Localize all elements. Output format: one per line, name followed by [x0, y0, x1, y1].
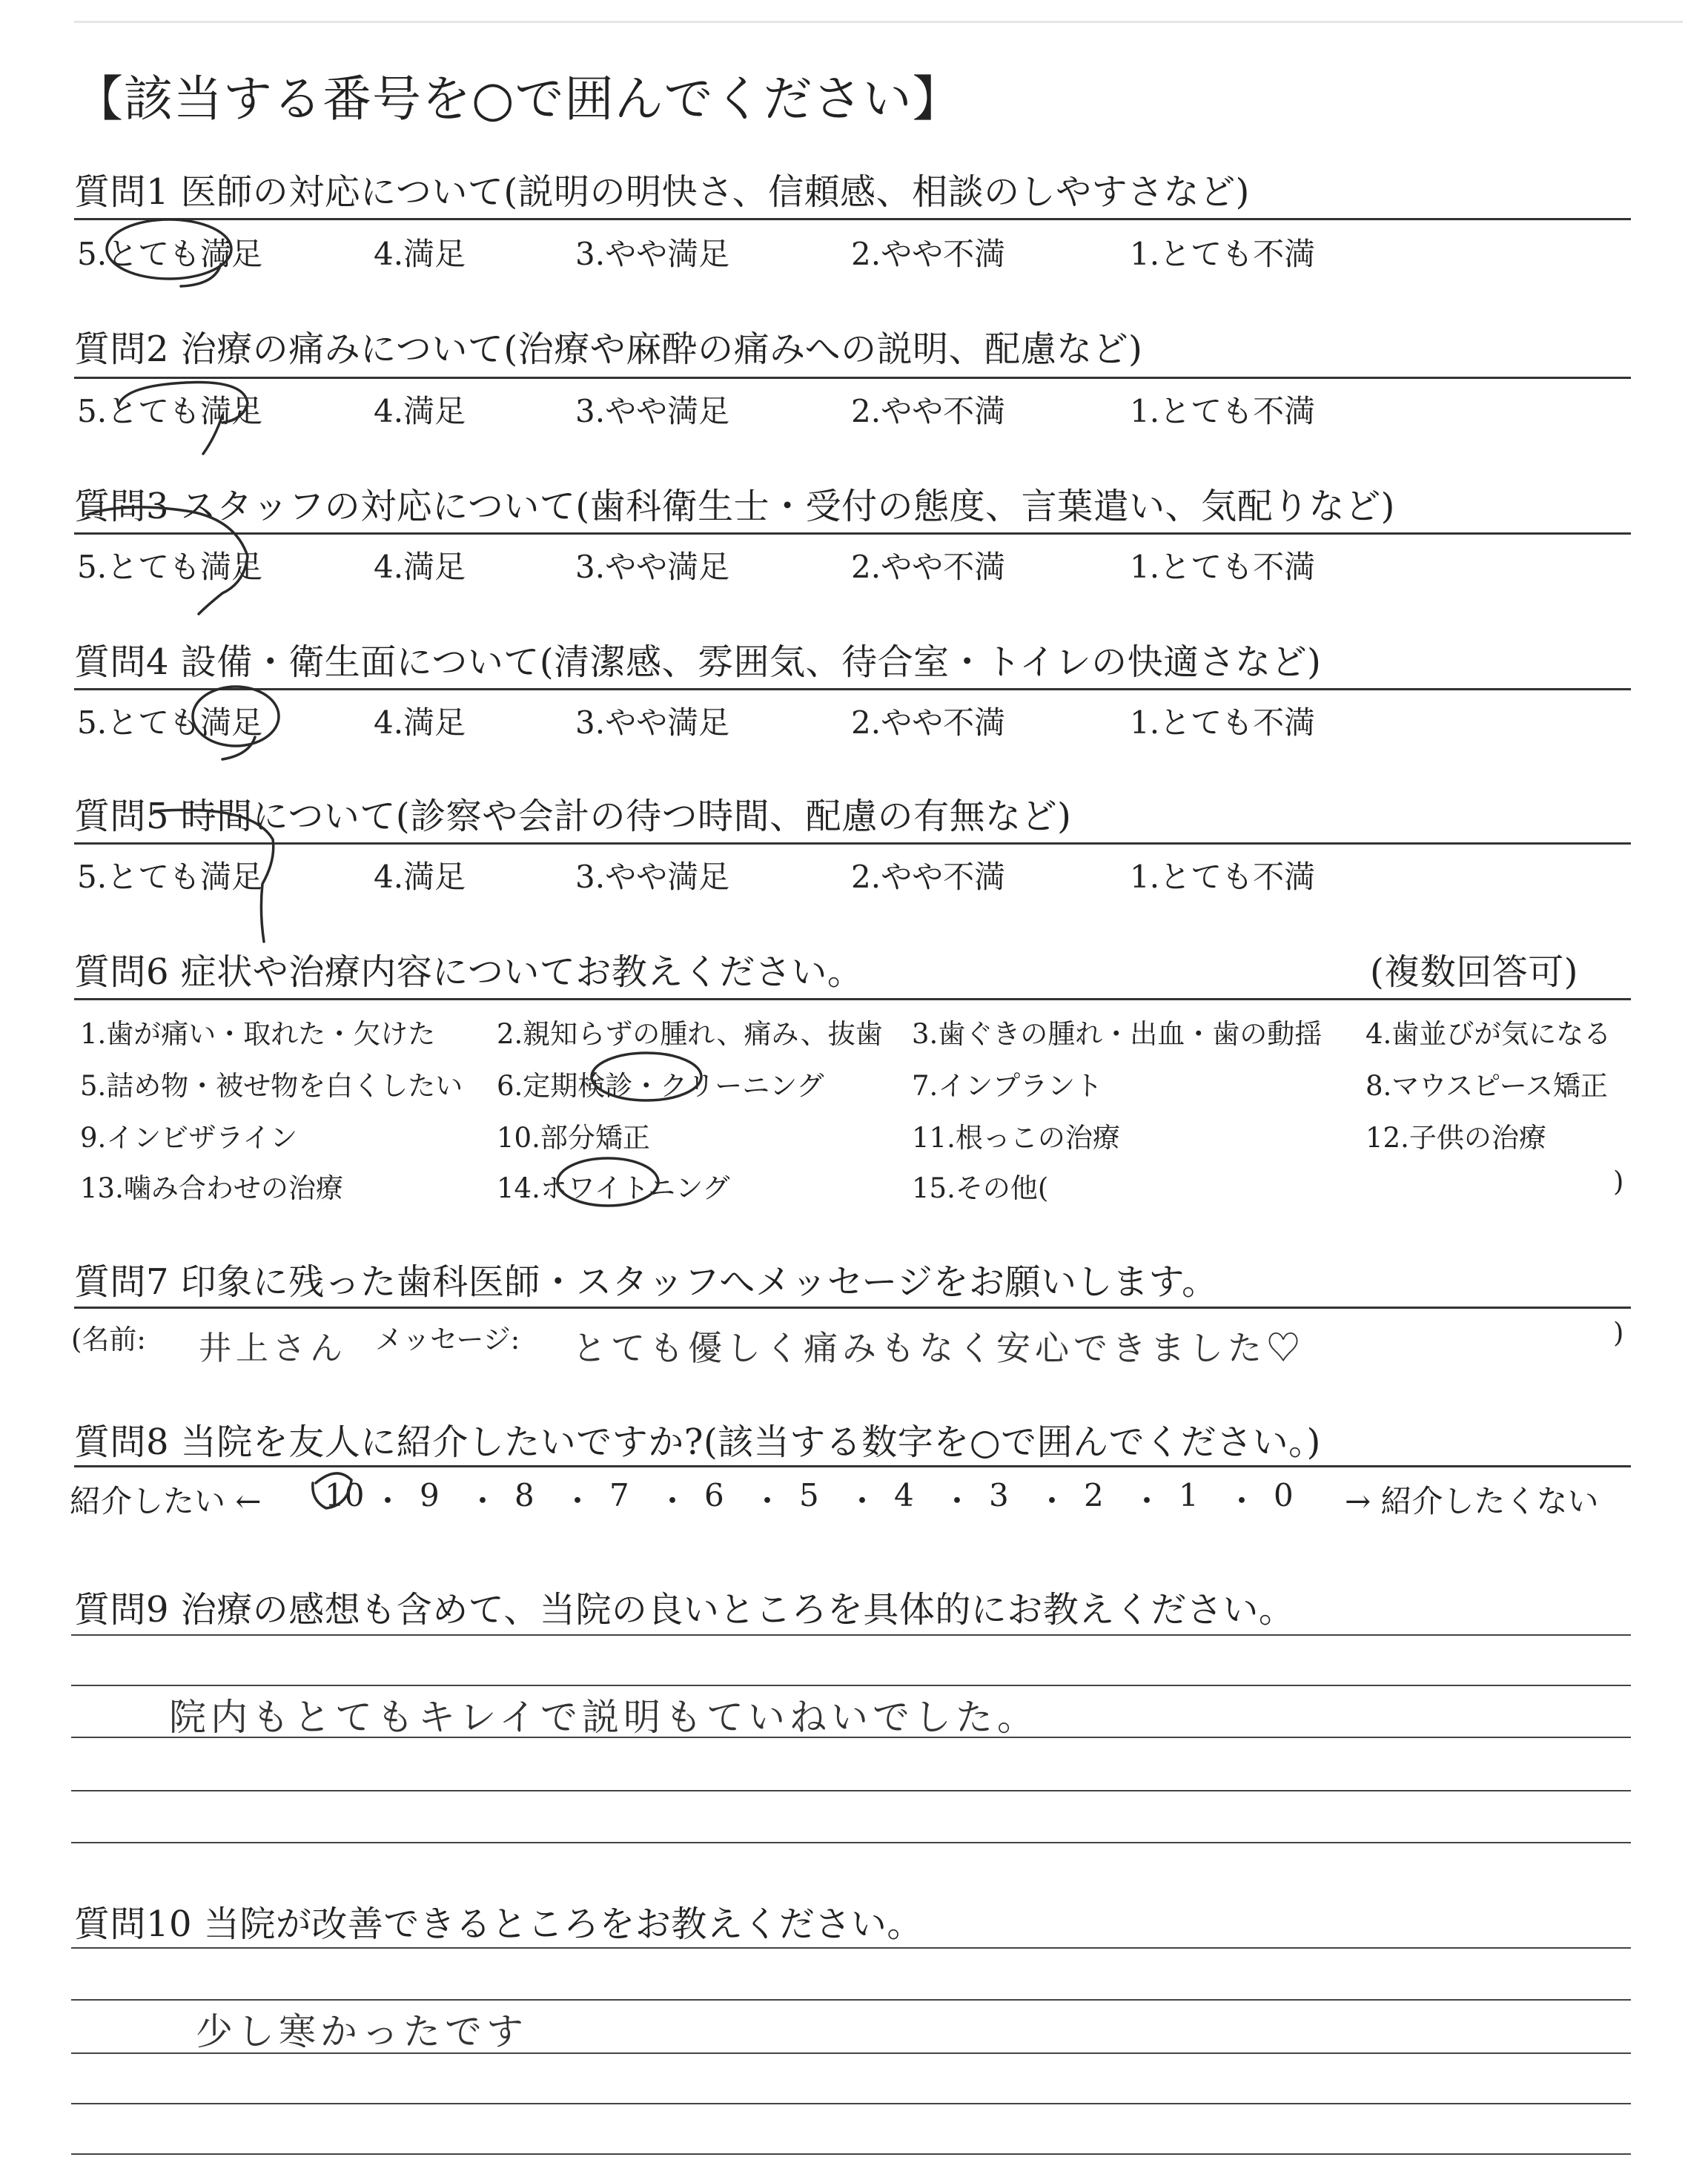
question-10-title: 質問10 当院が改善できるところをお教えください。 — [74, 1903, 923, 1945]
q8-scale-separator: ・ — [941, 1483, 973, 1519]
q9-writing-line — [71, 1790, 1631, 1791]
q10-writing-line — [71, 2103, 1631, 2104]
q8-scale-number[interactable]: 6 — [704, 1477, 724, 1513]
question-6-title: 質問6 症状や治療内容についてお教えください。 — [74, 951, 864, 993]
q6-item-7[interactable]: 7.インプラント — [912, 1070, 1103, 1102]
q9-answer[interactable]: 院内もとてもキレイで説明もていねいでした。 — [169, 1696, 1039, 1739]
q5-option-4[interactable]: 4.満足 — [374, 859, 466, 895]
q6-item-1[interactable]: 1.歯が痛い・取れた・欠けた — [80, 1018, 436, 1050]
question-1-rule — [74, 218, 1631, 220]
q8-scale-number[interactable]: 5 — [799, 1477, 819, 1513]
instruction-header: 【該当する番号を○で囲んでください】 — [74, 70, 962, 128]
question-1-title: 質問1 医師の対応について(説明の明快さ、信頼感、相談のしやすさなど) — [74, 171, 1250, 213]
q8-scale-number[interactable]: 3 — [989, 1477, 1009, 1513]
q2-option-1[interactable]: 1.とても不満 — [1130, 393, 1316, 429]
q8-scale-number[interactable]: 8 — [514, 1477, 534, 1513]
q8-scale-separator: ・ — [1036, 1483, 1068, 1519]
q1-option-3[interactable]: 3.やや満足 — [575, 236, 730, 272]
q6-item-4[interactable]: 4.歯並びが気になる — [1366, 1018, 1612, 1050]
q6-item-6[interactable]: 6.定期検診・クリーニング — [497, 1070, 824, 1102]
q6-item-10[interactable]: 10.部分矯正 — [497, 1122, 650, 1154]
q6-item-11[interactable]: 11.根っこの治療 — [912, 1122, 1120, 1154]
question-8-title: 質問8 当院を友人に紹介したいですか?(該当する数字を○で囲んでください。) — [74, 1421, 1321, 1463]
q8-scale-number[interactable]: 9 — [420, 1477, 440, 1513]
q7-close-paren: ) — [1613, 1317, 1624, 1349]
q5-option-1[interactable]: 1.とても不満 — [1130, 859, 1316, 895]
q7-message-label: メッセージ: — [375, 1324, 520, 1355]
q7-message-value[interactable]: とても優しく痛みもなく安心できました♡ — [572, 1328, 1305, 1368]
q4-option-3[interactable]: 3.やや満足 — [575, 704, 730, 741]
q7-name-label: (名前: — [71, 1324, 146, 1355]
q4-option-4[interactable]: 4.満足 — [374, 704, 466, 741]
q2-option-5[interactable]: 5.とても満足 — [77, 393, 263, 429]
q10-writing-line — [71, 1999, 1631, 2001]
q9-writing-line — [71, 1842, 1631, 1843]
q2-option-3[interactable]: 3.やや満足 — [575, 393, 730, 429]
q6-item-14[interactable]: 14.ホワイトニング — [497, 1172, 730, 1204]
q4-option-5[interactable]: 5.とても満足 — [77, 704, 263, 741]
q5-option-3[interactable]: 3.やや満足 — [575, 859, 730, 895]
q1-option-1[interactable]: 1.とても不満 — [1130, 236, 1316, 272]
question-6-rule — [74, 998, 1631, 1000]
q1-option-4[interactable]: 4.満足 — [374, 236, 466, 272]
q6-item-9[interactable]: 9.インビザライン — [80, 1122, 298, 1154]
question-4-rule — [74, 688, 1631, 690]
question-4-title: 質問4 設備・衛生面について(清潔感、雰囲気、待合室・トイレの快適さなど) — [74, 641, 1322, 683]
q3-option-3[interactable]: 3.やや満足 — [575, 549, 730, 585]
question-6-note: (複数回答可) — [1370, 951, 1578, 993]
q7-name-value[interactable]: 井上さん — [199, 1330, 347, 1367]
q8-scale-separator: ・ — [1226, 1483, 1258, 1519]
q5-option-5[interactable]: 5.とても満足 — [77, 859, 263, 895]
scan-top-edge — [74, 21, 1683, 23]
q5-option-2[interactable]: 2.やや不満 — [851, 859, 1006, 895]
q3-option-5[interactable]: 5.とても満足 — [77, 549, 263, 585]
q8-left-label: 紹介したい ← — [70, 1483, 262, 1519]
q8-scale-separator: ・ — [847, 1483, 878, 1519]
q6-item-2[interactable]: 2.親知らずの腫れ、痛み、抜歯 — [497, 1018, 883, 1050]
question-5-rule — [74, 842, 1631, 845]
question-3-rule — [74, 532, 1631, 535]
question-7-title: 質問7 印象に残った歯科医師・スタッフへメッセージをお願いします。 — [74, 1261, 1218, 1303]
q9-writing-line — [71, 1685, 1631, 1686]
q6-item-5[interactable]: 5.詰め物・被せ物を白くしたい — [80, 1070, 463, 1102]
q2-option-4[interactable]: 4.満足 — [374, 393, 466, 429]
q8-scale-number[interactable]: 2 — [1084, 1477, 1104, 1513]
q9-writing-line — [71, 1634, 1631, 1636]
q8-scale-number[interactable]: 7 — [609, 1477, 629, 1513]
question-2-rule — [74, 377, 1631, 379]
q8-scale-separator: ・ — [752, 1483, 784, 1519]
q10-answer[interactable]: 少し寒かったです — [196, 2010, 528, 2053]
q8-scale-number[interactable]: 1 — [1179, 1477, 1199, 1513]
q10-writing-line — [71, 2153, 1631, 2155]
q8-scale-number[interactable]: 4 — [894, 1477, 914, 1513]
q6-other-close-paren: ) — [1613, 1166, 1624, 1198]
q8-scale-number[interactable]: 10 — [325, 1477, 365, 1513]
q8-scale-separator: ・ — [1131, 1483, 1163, 1519]
q6-item-12[interactable]: 12.子供の治療 — [1366, 1122, 1546, 1154]
q6-item-15[interactable]: 15.その他( — [912, 1172, 1049, 1204]
q4-option-1[interactable]: 1.とても不満 — [1130, 704, 1316, 741]
question-7-rule — [74, 1307, 1631, 1309]
q8-right-label: → 紹介したくない — [1345, 1483, 1599, 1519]
q8-scale-number[interactable]: 0 — [1274, 1477, 1294, 1513]
question-2-title: 質問2 治療の痛みについて(治療や麻酔の痛みへの説明、配慮など) — [74, 328, 1143, 370]
q1-option-2[interactable]: 2.やや不満 — [851, 236, 1006, 272]
q6-item-8[interactable]: 8.マウスピース矯正 — [1366, 1070, 1608, 1102]
q8-scale-separator: ・ — [562, 1483, 594, 1519]
question-8-rule — [74, 1465, 1631, 1467]
q2-option-2[interactable]: 2.やや不満 — [851, 393, 1006, 429]
q1-option-5[interactable]: 5.とても満足 — [77, 236, 263, 272]
q3-option-1[interactable]: 1.とても不満 — [1130, 549, 1316, 585]
q8-scale-separator: ・ — [372, 1483, 404, 1519]
q3-option-4[interactable]: 4.満足 — [374, 549, 466, 585]
q4-option-2[interactable]: 2.やや不満 — [851, 704, 1006, 741]
q10-writing-line — [71, 1947, 1631, 1949]
question-3-title: 質問3 スタッフの対応について(歯科衛生士・受付の態度、言葉遣い、気配りなど) — [74, 486, 1395, 527]
q6-item-13[interactable]: 13.噛み合わせの治療 — [80, 1172, 343, 1204]
question-5-title: 質問5 時間について(診察や会計の待つ時間、配慮の有無など) — [74, 796, 1072, 837]
q3-option-2[interactable]: 2.やや不満 — [851, 549, 1006, 585]
q6-item-3[interactable]: 3.歯ぐきの腫れ・出血・歯の動揺 — [912, 1018, 1323, 1050]
question-9-title: 質問9 治療の感想も含めて、当院の良いところを具体的にお教えください。 — [74, 1589, 1295, 1631]
q8-scale-separator: ・ — [657, 1483, 689, 1519]
q8-scale-separator: ・ — [467, 1483, 499, 1519]
